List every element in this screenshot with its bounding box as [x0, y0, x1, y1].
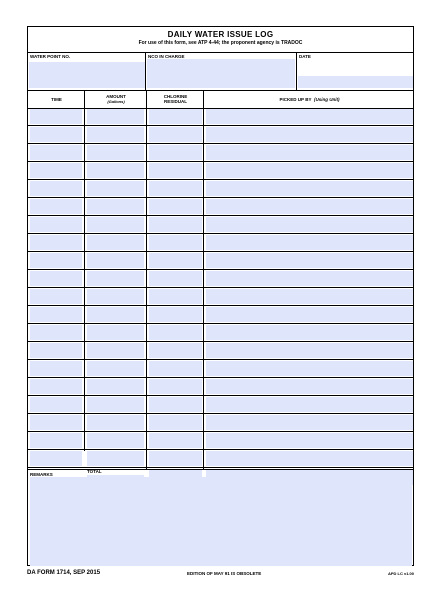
version-label: APD LC v1.00 — [387, 571, 414, 576]
time-field[interactable] — [30, 361, 82, 376]
picked-up-field[interactable] — [206, 127, 413, 142]
picked-up-field[interactable] — [206, 451, 413, 466]
log-row — [28, 324, 413, 342]
amount-field[interactable] — [87, 181, 144, 196]
amount-field[interactable] — [87, 433, 144, 448]
log-row — [28, 144, 413, 162]
amount-field[interactable] — [87, 289, 144, 304]
chlorine-field[interactable] — [149, 415, 202, 430]
amount-field[interactable] — [87, 343, 144, 358]
chlorine-field[interactable] — [149, 451, 202, 466]
col-time: TIME — [51, 96, 62, 102]
log-row — [28, 216, 413, 234]
amount-field[interactable] — [87, 235, 144, 250]
time-field[interactable] — [30, 127, 82, 142]
info-section — [28, 52, 413, 91]
log-row — [28, 180, 413, 198]
total-label: TOTAL — [87, 469, 102, 474]
amount-field[interactable] — [87, 415, 144, 430]
col-amount: AMOUNT (Gallons) — [106, 94, 126, 104]
picked-up-field[interactable] — [206, 325, 413, 340]
picked-up-field[interactable] — [206, 343, 413, 358]
picked-up-field[interactable] — [206, 163, 413, 178]
log-row — [28, 162, 413, 180]
amount-field[interactable] — [87, 217, 144, 232]
log-row — [28, 198, 413, 216]
amount-field[interactable] — [87, 379, 144, 394]
col-picked-up: PICKED UP BY (Using Unit) — [279, 96, 340, 102]
time-field[interactable] — [30, 109, 82, 124]
water-issue-log-form — [27, 26, 414, 566]
nco-cell — [146, 52, 297, 90]
remarks-label: REMARKS — [30, 472, 53, 477]
chlorine-field[interactable] — [149, 379, 202, 394]
col-chlorine: CHLORINE RESIDUAL — [163, 94, 188, 104]
log-row — [28, 450, 413, 468]
chlorine-field[interactable] — [149, 361, 202, 376]
chlorine-field[interactable] — [149, 253, 202, 268]
amount-field[interactable] — [87, 109, 144, 124]
chlorine-field[interactable] — [149, 145, 202, 160]
form-header — [28, 27, 413, 53]
nco-field[interactable] — [147, 59, 295, 88]
log-row — [28, 360, 413, 378]
form-title: DAILY WATER ISSUE LOG — [167, 30, 274, 39]
remarks-field[interactable] — [30, 477, 412, 566]
picked-up-field[interactable] — [206, 235, 413, 250]
picked-up-field[interactable] — [206, 379, 413, 394]
time-field[interactable] — [30, 145, 82, 160]
form-footer — [27, 570, 414, 580]
amount-field[interactable] — [87, 127, 144, 142]
picked-up-field[interactable] — [206, 253, 413, 268]
log-row — [28, 288, 413, 306]
column-header-row — [28, 90, 413, 109]
log-row — [28, 126, 413, 144]
divider-time — [84, 90, 85, 451]
chlorine-field[interactable] — [149, 163, 202, 178]
time-field[interactable] — [30, 289, 82, 304]
picked-up-field[interactable] — [206, 397, 413, 412]
time-field[interactable] — [30, 235, 82, 250]
form-id: DA FORM 1714, SEP 2015 — [27, 570, 101, 576]
form-subtitle: For use of this form, see ATP 4-44; the proponent agency is TRADOC — [138, 40, 303, 46]
log-row — [28, 342, 413, 360]
date-label: DATE — [299, 54, 311, 59]
chlorine-field[interactable] — [149, 127, 202, 142]
picked-up-field[interactable] — [206, 289, 413, 304]
log-row — [28, 414, 413, 432]
picked-up-field[interactable] — [206, 109, 413, 124]
chlorine-field[interactable] — [149, 235, 202, 250]
chlorine-field[interactable] — [149, 433, 202, 448]
time-field[interactable] — [30, 325, 82, 340]
picked-up-field[interactable] — [206, 217, 413, 232]
picked-up-field[interactable] — [206, 181, 413, 196]
chlorine-field[interactable] — [149, 307, 202, 322]
picked-up-field[interactable] — [206, 433, 413, 448]
time-field[interactable] — [30, 451, 82, 466]
picked-up-field[interactable] — [206, 199, 413, 214]
chlorine-field[interactable] — [149, 289, 202, 304]
chlorine-field[interactable] — [149, 271, 202, 286]
time-field[interactable] — [30, 397, 82, 412]
picked-up-field[interactable] — [206, 145, 413, 160]
time-field[interactable] — [30, 163, 82, 178]
picked-up-field[interactable] — [206, 415, 413, 430]
time-field[interactable] — [30, 379, 82, 394]
time-field[interactable] — [30, 307, 82, 322]
nco-label: NCO IN CHARGE — [148, 54, 185, 59]
amount-field[interactable] — [87, 361, 144, 376]
amount-field[interactable] — [87, 199, 144, 214]
amount-field[interactable] — [87, 307, 144, 322]
amount-field[interactable] — [87, 253, 144, 268]
picked-up-field[interactable] — [206, 361, 413, 376]
divider-chlorine — [203, 90, 204, 469]
picked-up-field[interactable] — [206, 271, 413, 286]
chlorine-field[interactable] — [149, 397, 202, 412]
chlorine-field[interactable] — [149, 325, 202, 340]
amount-field[interactable] — [87, 145, 144, 160]
date-field[interactable] — [298, 76, 413, 88]
amount-field[interactable] — [87, 397, 144, 412]
time-field[interactable] — [30, 253, 82, 268]
amount-field[interactable] — [87, 271, 144, 286]
amount-field[interactable] — [87, 451, 144, 466]
chlorine-field[interactable] — [149, 109, 202, 124]
time-field[interactable] — [30, 217, 82, 232]
edition-note: EDITION OF MAY 91 IS OBSOLETE — [187, 571, 262, 576]
log-row — [28, 108, 413, 126]
time-field[interactable] — [30, 415, 82, 430]
amount-field[interactable] — [87, 163, 144, 178]
log-row — [28, 270, 413, 288]
remarks-section — [28, 469, 413, 568]
divider-amount — [146, 90, 147, 469]
time-field[interactable] — [30, 181, 82, 196]
log-row — [28, 252, 413, 270]
date-cell — [297, 52, 413, 90]
chlorine-field[interactable] — [149, 181, 202, 196]
amount-field[interactable] — [87, 325, 144, 340]
log-row — [28, 306, 413, 324]
log-row — [28, 234, 413, 252]
picked-up-field[interactable] — [206, 307, 413, 322]
chlorine-field[interactable] — [149, 199, 202, 214]
time-field[interactable] — [30, 343, 82, 358]
chlorine-field[interactable] — [149, 217, 202, 232]
chlorine-field[interactable] — [149, 343, 202, 358]
time-field[interactable] — [30, 433, 82, 448]
time-field[interactable] — [30, 199, 82, 214]
water-point-cell — [28, 52, 146, 90]
water-point-field[interactable] — [29, 62, 145, 88]
water-point-label: WATER POINT NO. — [30, 54, 71, 59]
log-row — [28, 378, 413, 396]
time-field[interactable] — [30, 271, 82, 286]
log-row — [28, 432, 413, 450]
log-row — [28, 396, 413, 414]
